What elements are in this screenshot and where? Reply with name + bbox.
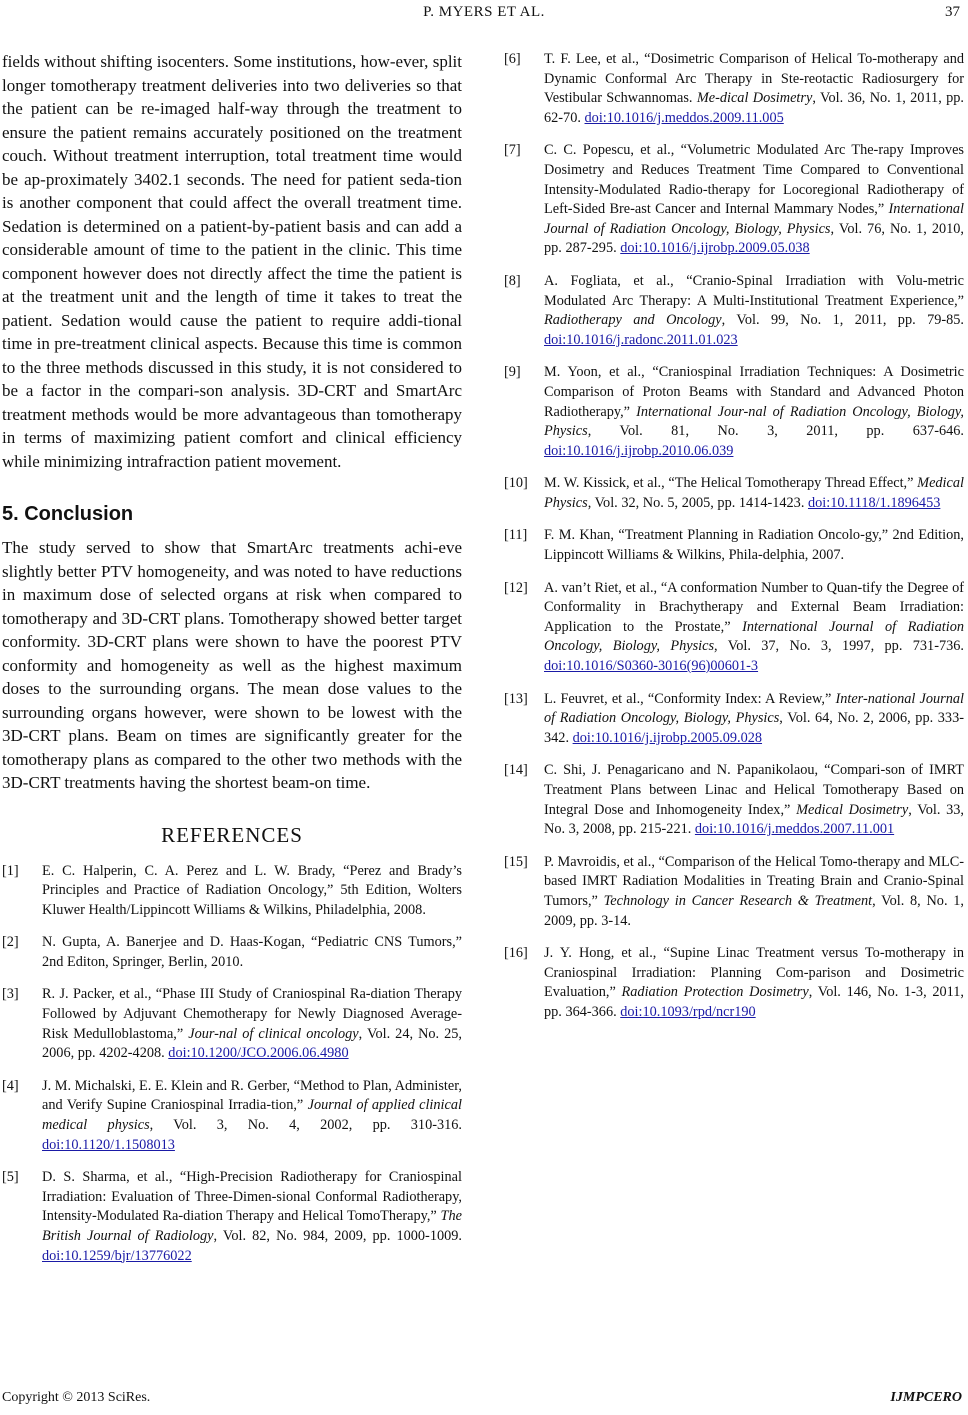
reference-item: [504, 579, 964, 677]
reference-number: [4]: [2, 1077, 19, 1094]
reference-details: , Vol. 8, No. 1, 2009, pp. 3-14.: [544, 892, 964, 929]
doi-link[interactable]: doi:10.1093/rpd/ncr190: [620, 1003, 756, 1020]
reference-number: [16]: [504, 945, 528, 962]
conclusion-paragraph: The study served to show that SmartArc treatments achi-eve slightly better PTV homogeneity, and was noted to have reductions in maximum dose of selected organs at risk when compared to tomotherapy and 3D-CRT plans. Tomotherapy showed better target conformity. 3D-CRT plans were shown to have the poorest PTV conformity and homogeneity as well as the highest maximum doses to the surrounding organs. The mean dose values to the surrounding organs however, were shown to be lowest with the 3D-CRT plans. Beam on times are significantly greater for the tomotherapy plans as compared to the other two methods with the 3D-CRT treatments having the shortest beam-on time.: [2, 538, 462, 792]
doi-link[interactable]: doi:10.1259/bjr/13776022: [42, 1247, 192, 1264]
reference-citation: N. Gupta, A. Banerjee and D. Haas-Kogan, “Pediatric CNS Tumors,” 2nd Editon, Springer, Berlin, 2010.: [42, 934, 462, 970]
reference-text: [544, 691, 964, 746]
right-column: [504, 50, 964, 1036]
reference-journal: Medical Physics: [544, 475, 964, 511]
reference-item: [504, 690, 964, 749]
reference-item: [504, 141, 964, 259]
doi-link[interactable]: doi:10.1016/j.meddos.2007.11.001: [694, 821, 895, 838]
doi-link[interactable]: doi:10.1016/j.meddos.2009.11.005: [584, 109, 784, 126]
references-list-left: [2, 862, 462, 1267]
doi-link[interactable]: doi:10.1200/JCO.2006.06.4980: [168, 1045, 349, 1062]
reference-details: , Vol. 32, No. 5, 2005, pp. 1414-1423.: [587, 494, 808, 511]
reference-citation: D. S. Sharma, et al., “High-Precision Radiotherapy for Craniospinal Irradiation: Evaluation of Three-Dimen-sional Conformal Radiotherapy, Intensity-Modulated Ra-diation Therapy and Helical TomoTherapy,”: [42, 1169, 462, 1225]
reference-number: [11]: [504, 527, 528, 544]
reference-citation: E. C. Halperin, C. A. Perez and L. W. Brady, “Perez and Brady’s Principles and Practice of Radiation Oncology,” 5th Edition, Wolters Kluwer Health/Lippincott Williams & Wilkins, Philadelphia, 2008.: [42, 862, 462, 918]
reference-citation: M. W. Kissick, et al., “The Helical Tomotherapy Thread Effect,”: [544, 475, 918, 492]
conclusion-heading: 5. Conclusion: [2, 503, 134, 525]
reference-citation: P. Mavroidis, et al., “Comparison of the Helical Tomo-therapy and MLC-based IMRT Radiation Modalities in Treating Brain and Cranio-Spinal Tumors,”: [544, 853, 964, 909]
reference-journal: International Journal of Radiation Oncology, Biology, Physics: [544, 201, 964, 237]
reference-details: , Vol. 3, No. 4, 2002, pp. 310-316.: [149, 1117, 462, 1134]
references-list-right: [504, 50, 964, 1023]
reference-citation: R. J. Packer, et al., “Phase III Study of Craniospinal Ra-diation Therapy Followed by Adjuvant Chemotherapy for Newly Diagnosed Average-Risk Medulloblastoma,”: [42, 986, 462, 1042]
reference-item: [504, 853, 964, 931]
reference-journal: The British Journal of Radiology: [42, 1208, 462, 1244]
reference-item: [504, 50, 964, 128]
reference-journal: Jour-nal of clinical oncology: [188, 1025, 359, 1042]
reference-text: [544, 945, 964, 1020]
doi-link[interactable]: doi:10.1120/1.1508013: [42, 1136, 175, 1153]
reference-citation: J. Y. Hong, et al., “Supine Linac Treatment versus To-motherapy in Craniospinal Irradiation: Planning Com-parison and Dosimetric Evaluation,”: [544, 945, 964, 1001]
doi-link[interactable]: doi:10.1016/j.ijrobp.2009.05.038: [620, 240, 810, 257]
reference-details: , Vol. 24, No. 25, 2006, pp. 4202-4208.: [42, 1025, 462, 1062]
reference-journal: Me-dical Dosimetry: [696, 90, 813, 107]
reference-number: [5]: [2, 1169, 19, 1186]
reference-text: [544, 364, 964, 458]
reference-details: , Vol. 99, No. 1, 2011, pp. 79-85.: [721, 312, 965, 329]
left-column: [2, 50, 462, 1279]
copyright-text: Copyright © 2013 SciRes.: [2, 1390, 151, 1405]
reference-number: [14]: [504, 762, 528, 779]
reference-journal: Technology in Cancer Research & Treatment: [603, 892, 873, 909]
reference-item: [504, 526, 964, 565]
reference-text: [544, 273, 964, 348]
reference-text: [544, 580, 964, 674]
body-paragraph: fields without shifting isocenters. Some institutions, how-ever, split longer tomotherapy treatment deliveries into two deliveries so that the patient can be re-imaged half-way through the treatment to ensure the patient remains accurately positioned on the treatment couch. Without treatment interruption, total treatment time would be ap-proximately 3402.1 seconds. The need for patient seda-tion is another component that could affect the overall treatment time. Sedation is determined on a patient-by-patient basis and can add a considerable amount of time to the patient in the clinic. This time component however does not directly affect the time the patient is at the treatment unit and the length of time it takes to treat the patient. Sedation would cause the patient to require addi-tional time in pre-treatment clinical aspects. Because this time is common to the three methods discussed in this study, it is not considered to be a factor in the compari-son analysis. 3D-CRT and SmartArc treatment methods would be more advantageous than tomotherapy in terms of maximizing patient comfort and clinical efficiency while minimizing intrafraction patient movement.: [2, 52, 462, 471]
reference-details: , Vol. 37, No. 3, 1997, pp. 731-736.: [714, 638, 964, 655]
reference-item: [2, 1168, 462, 1266]
reference-item: [504, 761, 964, 839]
reference-citation: C. C. Popescu, et al., “Volumetric Modulated Arc The-rapy Improves Dosimetry and Reduces Treatment Time Compared to Conventional Intensity-Modulated Radio-therapy for Locoregional Radiotherapy of Left-Sided Bre-ast Cancer and Internal Mammary Nodes,”: [544, 142, 964, 218]
doi-link[interactable]: doi:10.1118/1.1896453: [807, 494, 941, 511]
reference-details: , Vol. 64, No. 2, 2006, pp. 333-342.: [544, 710, 964, 746]
doi-link[interactable]: doi:10.1016/j.ijrobp.2010.06.039: [544, 442, 734, 459]
reference-citation: F. M. Khan, “Treatment Planning in Radiation Oncolo-gy,” 2nd Edition, Lippincott Williams & Wilkins, Phila-delphia, 2007.: [544, 527, 964, 564]
reference-journal: International Jour-nal of Radiation Oncology, Biology, Physics: [544, 403, 964, 440]
reference-text: [544, 142, 964, 256]
reference-number: [6]: [504, 51, 521, 67]
reference-details: , Vol. 76, No. 1, 2010, pp. 287-295.: [544, 220, 964, 257]
reference-citation: A. van’t Riet, et al., “A conformation Number to Quan-tify the Degree of Conformality in Brachytherapy and External Beam Irradiation: Application to the Prostate,”: [544, 579, 964, 635]
reference-number: [13]: [504, 690, 528, 707]
reference-details: , Vol. 36, No. 1, 2011, pp. 62-70.: [544, 90, 964, 126]
reference-details: , Vol. 82, No. 984, 2009, pp. 1000-1009.: [213, 1228, 462, 1244]
doi-link[interactable]: doi:10.1016/S0360-3016(96)00601-3: [544, 658, 759, 675]
reference-citation: L. Feuvret, et al., “Conformity Index: A Review,”: [544, 690, 836, 707]
reference-text: [544, 51, 964, 126]
reference-item: [504, 944, 964, 1022]
reference-text: [544, 762, 964, 837]
reference-item: [504, 272, 964, 350]
reference-item: [504, 474, 964, 513]
reference-details: , Vol. 33, No. 3, 2008, pp. 215-221.: [544, 801, 964, 838]
reference-number: [1]: [2, 862, 19, 879]
reference-citation: A. Fogliata, et al., “Cranio-Spinal Irradiation with Volu-metric Modulated Arc Therapy: A Multi-Institutional Treatment Experience,”: [544, 272, 964, 309]
reference-journal: Inter-national Journal of Radiation Oncology, Biology, Physics: [544, 690, 964, 727]
reference-item: [504, 363, 964, 461]
reference-journal: Radiotherapy and Oncology: [544, 312, 722, 329]
reference-number: [12]: [504, 579, 528, 596]
reference-text: [42, 863, 462, 918]
reference-journal: Radiation Protection Dosimetry: [621, 984, 809, 1001]
reference-number: [8]: [504, 272, 521, 289]
references-heading: REFERENCES: [161, 822, 303, 847]
doi-link[interactable]: doi:10.1016/j.ijrobp.2005.09.028: [572, 729, 763, 746]
reference-details: , Vol. 81, No. 3, 2011, pp. 637-646.: [587, 423, 964, 440]
reference-text: [544, 854, 964, 929]
reference-journal: International Journal of Radiation Oncology, Biology, Physics: [544, 618, 964, 655]
reference-text: [544, 475, 964, 511]
reference-item: [2, 862, 462, 921]
doi-link[interactable]: doi:10.1016/j.radonc.2011.01.023: [544, 331, 738, 348]
reference-number: [3]: [2, 986, 19, 1003]
reference-text: [42, 934, 462, 970]
reference-citation: J. M. Michalski, E. E. Klein and R. Gerber, “Method to Plan, Administer, and Verify Supine Craniospinal Irradia-tion,”: [42, 1077, 462, 1114]
reference-text: [42, 1169, 462, 1263]
reference-item: [2, 933, 462, 972]
reference-number: [9]: [504, 364, 521, 381]
reference-journal: Medical Dosimetry: [796, 801, 909, 818]
reference-citation: C. Shi, J. Penagaricano and N. Papanikolaou, “Compari-son of IMRT Treatment Plans between Linac and Helical Tomotherapy Based on Integral Dose and Inhomogeneity Index,”: [544, 762, 964, 818]
reference-text: [544, 527, 964, 563]
reference-citation: M. Yoon, et al., “Craniospinal Irradiation Techniques: A Dosimetric Comparison of Proton Beams with Standard and Advanced Photon Radiotherapy,”: [544, 364, 964, 420]
running-header: [0, 0, 968, 30]
reference-number: [2]: [2, 934, 19, 951]
running-title: P. MYERS ET AL.: [423, 4, 545, 20]
reference-text: [42, 1078, 462, 1153]
reference-number: [15]: [504, 853, 528, 870]
reference-number: [10]: [504, 475, 528, 492]
reference-details: , Vol. 146, No. 1-3, 2011, pp. 364-366.: [544, 984, 964, 1020]
reference-text: [42, 986, 462, 1061]
page-number: 37: [945, 4, 960, 20]
reference-item: [2, 1077, 462, 1155]
reference-item: [2, 985, 462, 1063]
reference-number: [7]: [504, 142, 521, 159]
reference-citation: T. F. Lee, et al., “Dosimetric Comparison of Helical To-motherapy and Dynamic Conformal Arc Therapy in Ste-reotactic Radiosurgery for Vestibular Schwannomas.: [544, 51, 964, 107]
journal-abbreviation: IJMPCERO: [890, 1390, 962, 1405]
reference-journal: Journal of applied clinical medical physics: [42, 1097, 462, 1134]
